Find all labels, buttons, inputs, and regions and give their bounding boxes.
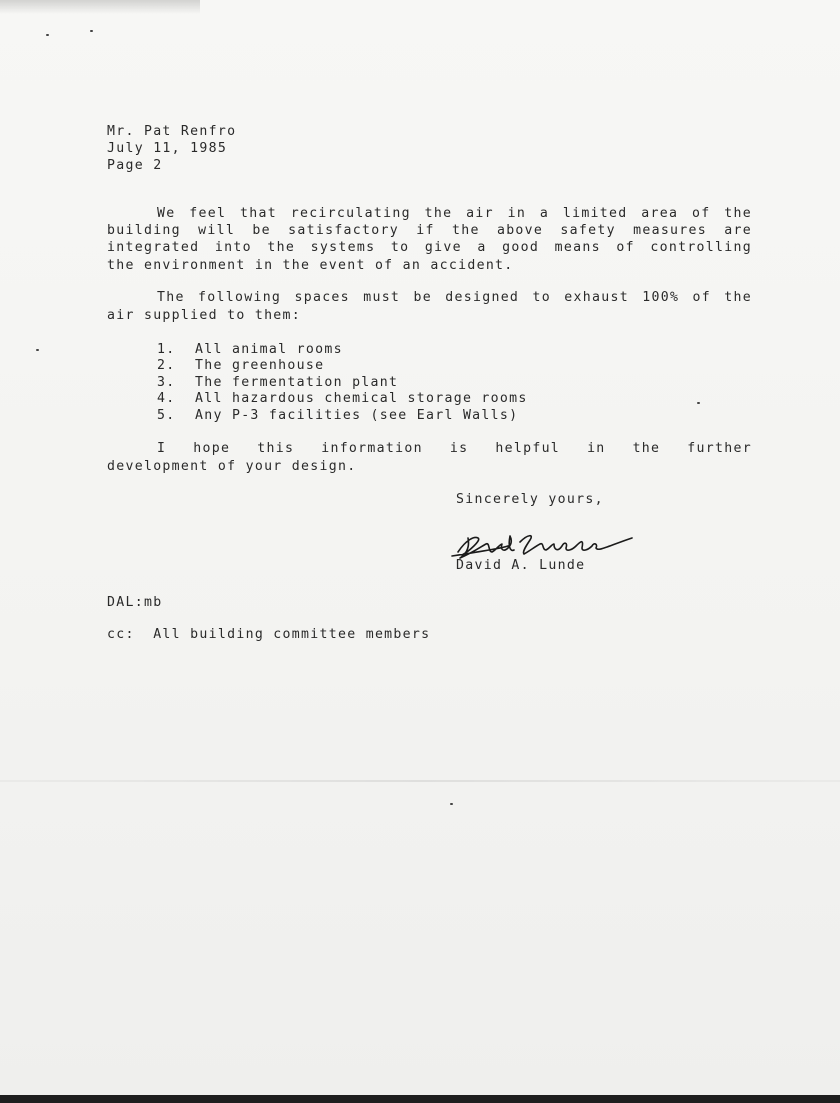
- list-item: [157, 341, 343, 358]
- signer-name: David A. Lunde: [456, 558, 586, 573]
- list-number: 2.: [157, 358, 176, 373]
- list-number: 3.: [157, 375, 176, 390]
- paragraph1-line: We feel that recirculating the air in a limited area of the: [157, 206, 752, 221]
- recipient-line: Mr. Pat Renfro: [107, 124, 237, 139]
- speck: [46, 34, 49, 36]
- list-item: [157, 357, 324, 374]
- list-text: All animal rooms: [195, 342, 343, 357]
- paragraph1-line: integrated into the systems to give a good means of controlling: [107, 240, 752, 255]
- cc-line: cc: All building committee members: [107, 627, 431, 642]
- paragraph1-line: building will be satisfactory if the above safety measures are: [107, 223, 752, 238]
- list-item: [157, 390, 528, 407]
- list-item: [157, 374, 398, 391]
- list-number: 5.: [157, 408, 176, 423]
- list-number: 1.: [157, 342, 176, 357]
- list-number: 4.: [157, 391, 176, 406]
- paragraph1-line: the environment in the event of an accident.: [107, 258, 514, 273]
- speck: [697, 402, 700, 404]
- list-item: [157, 407, 518, 424]
- paper-fold-line: [0, 780, 840, 782]
- scan-shadow: [0, 0, 200, 14]
- paragraph2-line: air supplied to them:: [107, 308, 302, 323]
- closing-salutation: Sincerely yours,: [456, 492, 604, 507]
- speck: [450, 803, 453, 805]
- paragraph3-line: development of your design.: [107, 459, 357, 474]
- paragraph2-line: The following spaces must be designed to exhaust 100% of the: [157, 290, 752, 305]
- list-text: The fermentation plant: [195, 375, 399, 390]
- date-line: July 11, 1985: [107, 141, 228, 156]
- list-text: Any P-3 facilities (see Earl Walls): [195, 408, 519, 423]
- speck: [36, 349, 39, 351]
- speck: [90, 30, 93, 32]
- page-number: Page 2: [107, 158, 163, 173]
- typist-initials: DAL:mb: [107, 595, 163, 610]
- scan-bottom-edge: [0, 1095, 840, 1103]
- list-text: All hazardous chemical storage rooms: [195, 391, 528, 406]
- list-text: The greenhouse: [195, 358, 325, 373]
- paragraph3-line: I hope this information is helpful in the further: [157, 441, 752, 456]
